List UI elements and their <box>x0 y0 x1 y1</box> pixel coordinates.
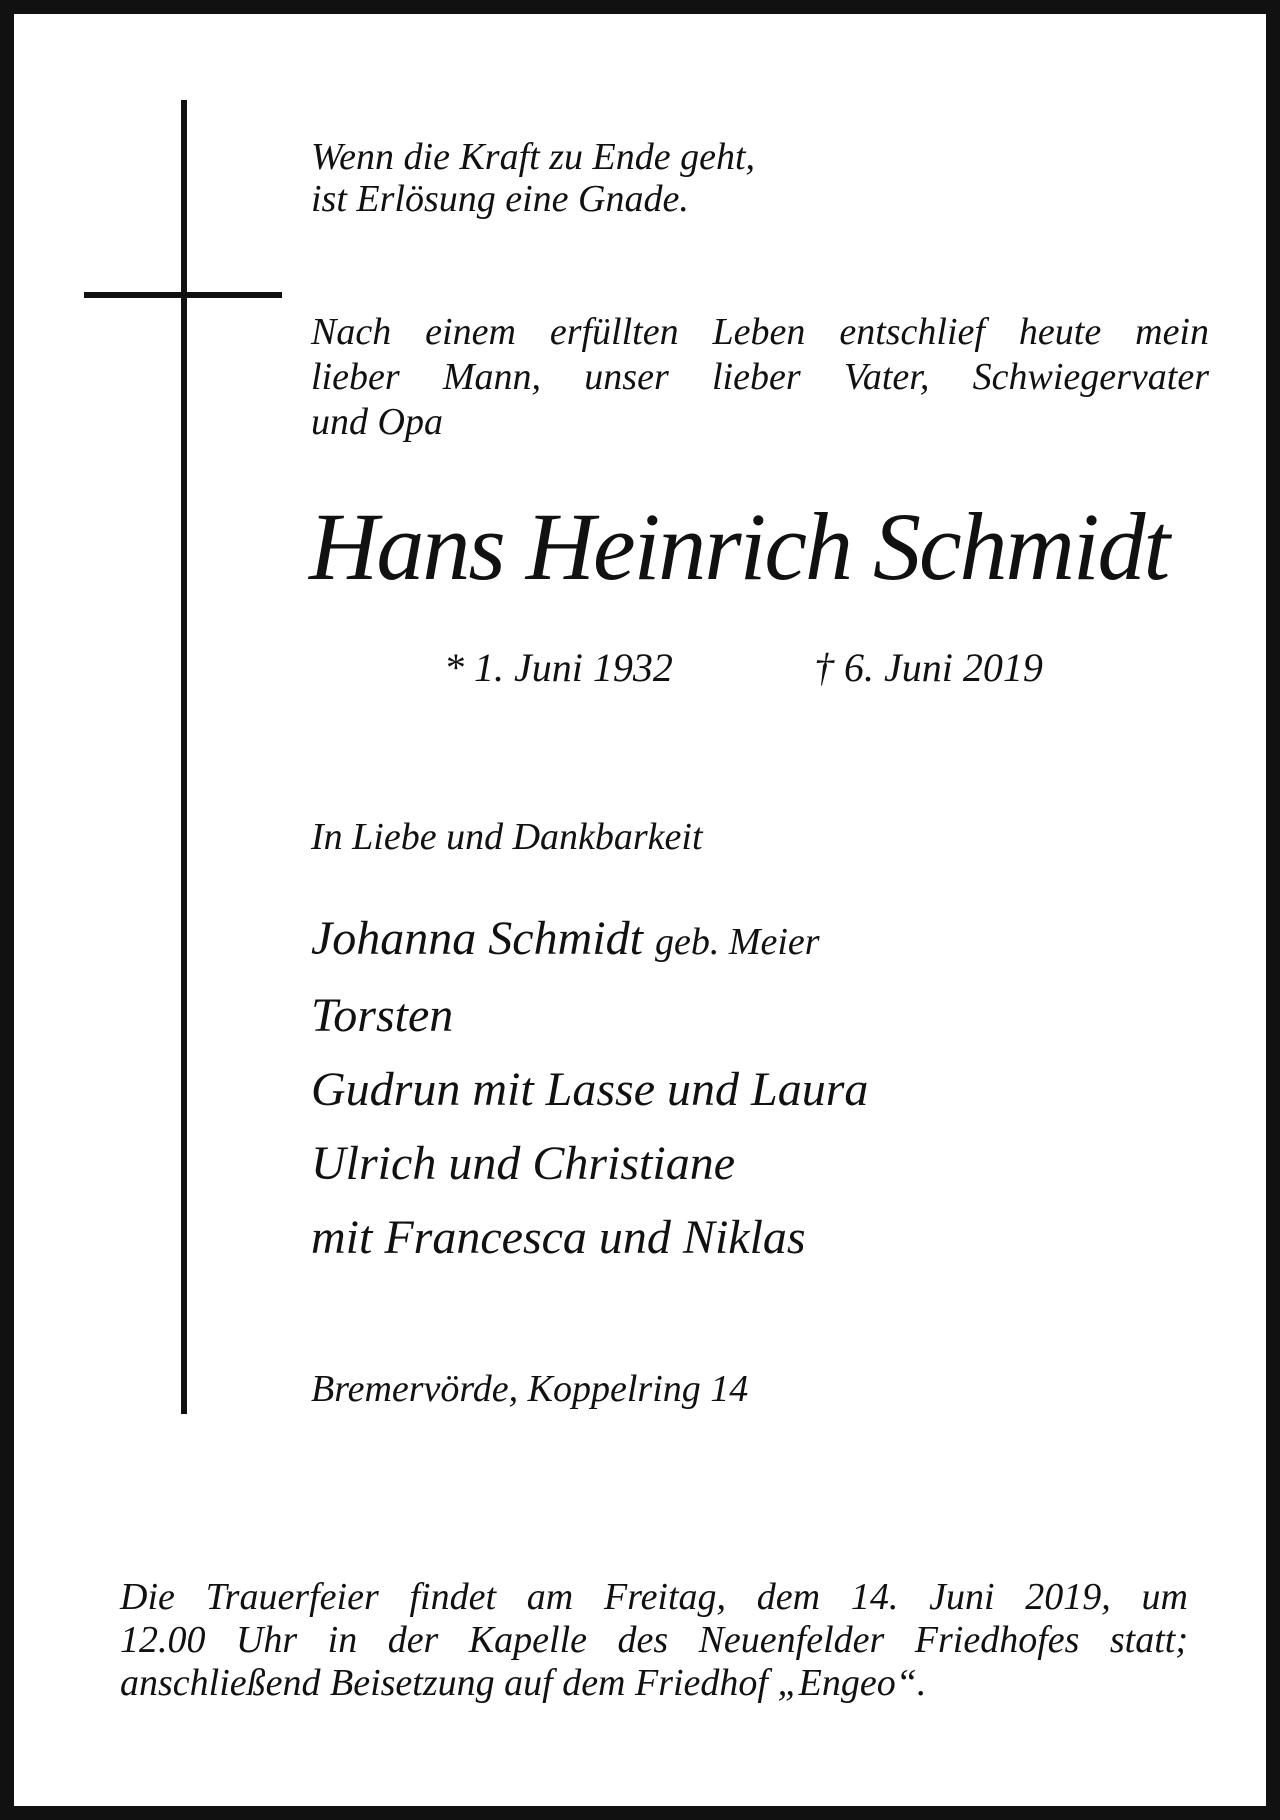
mourner-line: Torsten <box>311 989 454 1042</box>
death-date: † 6. Juni 2019 <box>814 645 1043 690</box>
mourner-line: Gudrun mit Lasse und Laura <box>311 1063 869 1116</box>
birth-date: * 1. Juni 1932 <box>444 645 673 690</box>
cross-horizontal-bar <box>84 292 282 298</box>
widow-name: Johanna Schmidt <box>311 912 643 965</box>
funeral-line: Die Trauerfeier findet am Freitag, dem 14. Juni 2019, um <box>120 1576 1188 1618</box>
mourners-list <box>311 902 1211 1275</box>
funeral-line: 12.00 Uhr in der Kapelle des Neuenfelder Friedhofes statt; <box>120 1619 1188 1661</box>
motto-line: ist Erlösung eine Gnade. <box>311 178 689 220</box>
intro-line: lieber Mann, unser lieber Vater, Schwiegervater <box>311 356 1209 398</box>
intro-line: Nach einem erfüllten Leben entschlief heute mein <box>311 311 1209 353</box>
mourners-heading: In Liebe und Dankbarkeit <box>311 816 703 858</box>
address: Bremervörde, Koppelring 14 <box>311 1368 749 1410</box>
mourner-line: Ulrich und Christiane <box>311 1137 736 1190</box>
funeral-notice <box>120 1576 1188 1705</box>
intro-text <box>311 310 1209 445</box>
motto-line: Wenn die Kraft zu Ende geht, <box>311 136 755 178</box>
mourner-widow <box>311 902 1211 979</box>
mourner-line: mit Francesca und Niklas <box>311 1211 806 1264</box>
funeral-line: anschließend Beisetzung auf dem Friedhof „Engeo“. <box>120 1662 927 1704</box>
motto <box>311 136 1011 220</box>
deceased-name: Hans Heinrich Schmidt <box>309 493 1169 600</box>
intro-line: und Opa <box>311 401 443 443</box>
widow-maiden-name: geb. Meier <box>654 921 820 963</box>
